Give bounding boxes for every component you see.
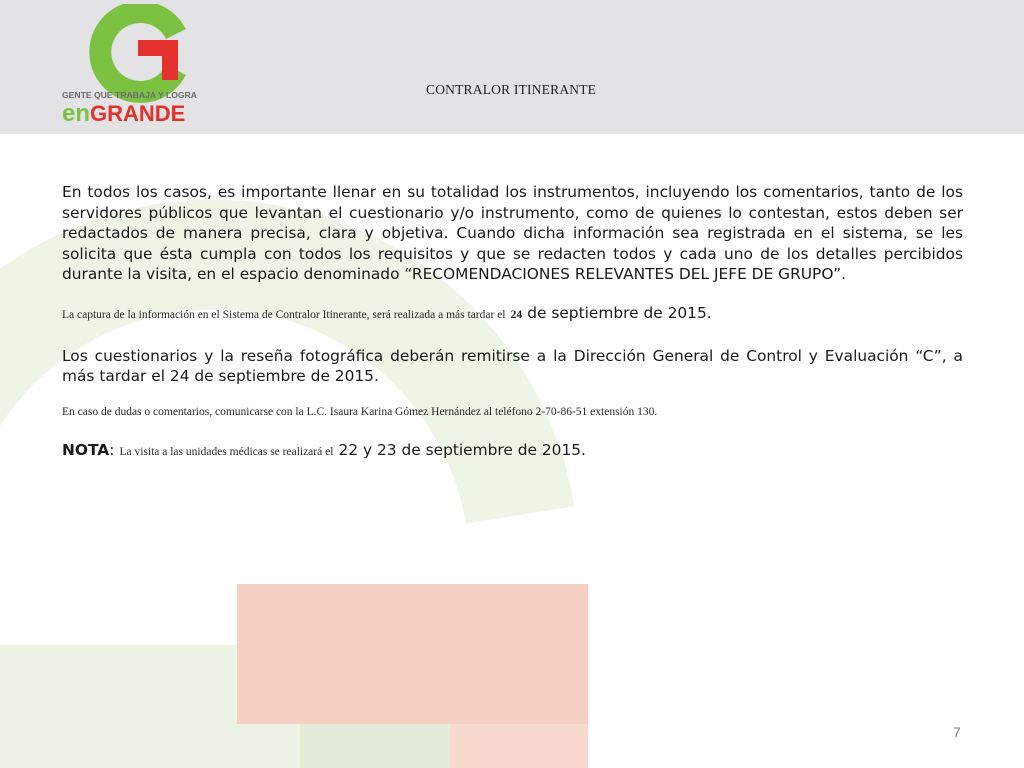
nota-text: La visita a las unidades médicas se realizará el xyxy=(119,445,334,458)
nota-line xyxy=(62,439,963,463)
page-number: 7 xyxy=(953,724,961,740)
instructions-paragraph: En todos los casos, es importante llenar en su totalidad los instrumentos, incluyendo los comentarios, tanto de los servidores públicos que levantan el cuestionario y/o instrumento, como de quienes lo contestan, estos deben ser redactados de manera precisa, clara y objetiva. Cuando dicha información sea registrada en el sistema, se les solicita que ésta cumpla con todos los requisitos y que se redacten todos y cada uno de los detalles percibidos durante la visita, en el espacio denominado “RECOMENDACIONES RELEVANTES DEL JEFE DE GRUPO”. xyxy=(62,183,963,283)
capture-date-rest: de septiembre de 2015. xyxy=(527,303,712,322)
submission-paragraph: Los cuestionarios y la reseña fotográfica deberán remitirse a la Dirección General de Control y Evaluación “C”, a más tardar el 24 de septiembre de 2015. xyxy=(62,346,963,385)
logo-red-arrow xyxy=(138,40,178,80)
header-bar xyxy=(0,0,1024,134)
capture-deadline-line xyxy=(62,302,963,326)
header-title: CONTRALOR ITINERANTE xyxy=(426,82,597,97)
capture-text: La captura de la información en el Sistema de Contralor Itinerante, será realizada a más tardar el xyxy=(62,308,506,321)
logo-wordmark-en: en xyxy=(62,100,91,126)
green-block-shape-dark xyxy=(300,720,450,768)
logo-tagline: GENTE QUE TRABAJA Y LOGRA xyxy=(62,90,197,100)
nota-dates: 22 y 23 de septiembre de 2015. xyxy=(338,440,586,459)
contact-line: En caso de dudas o comentarios, comunicarse con la L.C. Isaura Karina Gómez Hernández al teléfono 2-70-86-51 extensión 130. xyxy=(62,405,658,418)
salmon-block-shape-lower xyxy=(450,724,588,768)
main-content xyxy=(62,182,963,463)
logo-wordmark-grande: GRANDE xyxy=(90,101,186,126)
nota-colon: : xyxy=(109,440,115,459)
salmon-block-shape xyxy=(237,584,588,724)
engrande-logo xyxy=(58,4,218,126)
nota-label: NOTA xyxy=(62,440,110,459)
capture-day: 24 xyxy=(510,308,523,321)
